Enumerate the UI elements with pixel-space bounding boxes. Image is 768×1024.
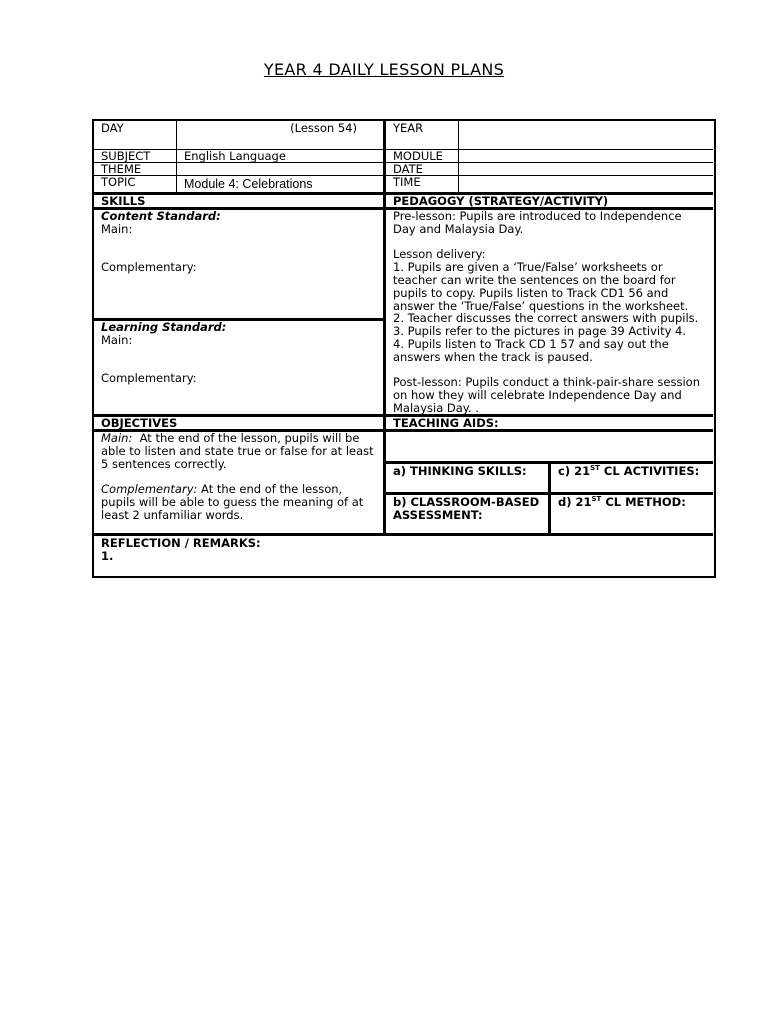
teaching-aids-heading: TEACHING AIDS:: [393, 416, 499, 430]
objectives-heading: OBJECTIVES: [101, 416, 178, 430]
topic-value: Module 4: Celebrations: [184, 177, 313, 191]
reflection-heading: REFLECTION / REMARKS:: [101, 536, 261, 550]
skills-heading: SKILLS: [101, 194, 146, 208]
objective-main-text: At the end of the lesson, pupils will be able to listen and state true or false for at least 5 sentences correctly.: [101, 431, 374, 471]
day-value-text: (Lesson 54): [290, 121, 357, 135]
objective-comp-text: At the end of the lesson, pupils will be able to guess the meaning of at least 2 unfamiliar words.: [101, 482, 364, 522]
module-value: [459, 149, 713, 162]
date-value: [459, 162, 713, 175]
theme-label: THEME: [101, 162, 142, 176]
delivery-step: 3. Pupils refer to the pictures in page 39 Activity 4.: [393, 324, 687, 339]
content-complementary-label: Complementary:: [101, 260, 197, 275]
subject-label: SUBJECT: [101, 149, 151, 163]
day-value: [177, 121, 383, 149]
reflection-cell: [94, 536, 713, 576]
date-label: DATE: [393, 162, 423, 176]
objective-comp-label: Complementary:: [101, 482, 198, 497]
theme-value: [177, 162, 383, 175]
content-standard-cell: [94, 209, 383, 318]
page-title: YEAR 4 DAILY LESSON PLANS: [263, 60, 505, 79]
time-label: TIME: [393, 175, 421, 189]
cl-activities-label: c) 21ST CL ACTIVITIES:: [558, 464, 700, 478]
lesson-delivery-heading: Lesson delivery:: [393, 247, 486, 262]
delivery-step: 2. Teacher discusses the correct answers with pupils.: [393, 311, 699, 326]
time-value: [459, 175, 713, 192]
learning-main-label: Main:: [101, 332, 133, 347]
thinking-skills-label: a) THINKING SKILLS:: [393, 464, 527, 478]
year-value: [459, 121, 713, 149]
cl-method-label: d) 21ST CL METHOD:: [558, 495, 686, 509]
learning-standard-label: Learning Standard:: [101, 320, 227, 334]
content-standard-label: Content Standard:: [101, 209, 221, 223]
content-main-label: Main:: [101, 221, 133, 236]
pedagogy-heading: PEDAGOGY (STRATEGY/ACTIVITY): [393, 194, 609, 208]
delivery-step: 4. Pupils listen to Track CD 1 57 and say out the answers when the track is paused.: [393, 336, 669, 364]
topic-label: TOPIC: [101, 175, 136, 189]
reflection-item: 1.: [101, 548, 114, 563]
post-lesson-text: Post-lesson: Pupils conduct a think-pair-share session on how they will celebrate Independence Day and Malaysia Day. .: [393, 375, 700, 415]
year-label: YEAR: [393, 121, 424, 135]
learning-standard-cell: [94, 320, 383, 414]
delivery-step: 1. Pupils are given a ‘True/False’ worksheets or teacher can write the sentences on the board for pupils to copy. Pupils listen to Track CD1 56 and answer the ‘True/False’ questions in the worksheet.: [393, 260, 689, 313]
learning-complementary-label: Complementary:: [101, 371, 197, 386]
lesson-plan-table: [92, 119, 716, 578]
objective-main-label: Main:: [101, 431, 133, 445]
objective-complementary: [101, 483, 375, 521]
objectives-body: [94, 431, 383, 533]
module-label: MODULE: [393, 149, 443, 163]
pre-lesson-text: Pre-lesson: Pupils are introduced to Independence Day and Malaysia Day.: [393, 209, 682, 236]
subject-value: English Language: [184, 149, 286, 163]
day-label: DAY: [101, 121, 124, 135]
assessment-label: b) CLASSROOM-BASED ASSESSMENT:: [393, 495, 540, 522]
objective-main: [101, 432, 375, 470]
pedagogy-body: [386, 209, 713, 414]
